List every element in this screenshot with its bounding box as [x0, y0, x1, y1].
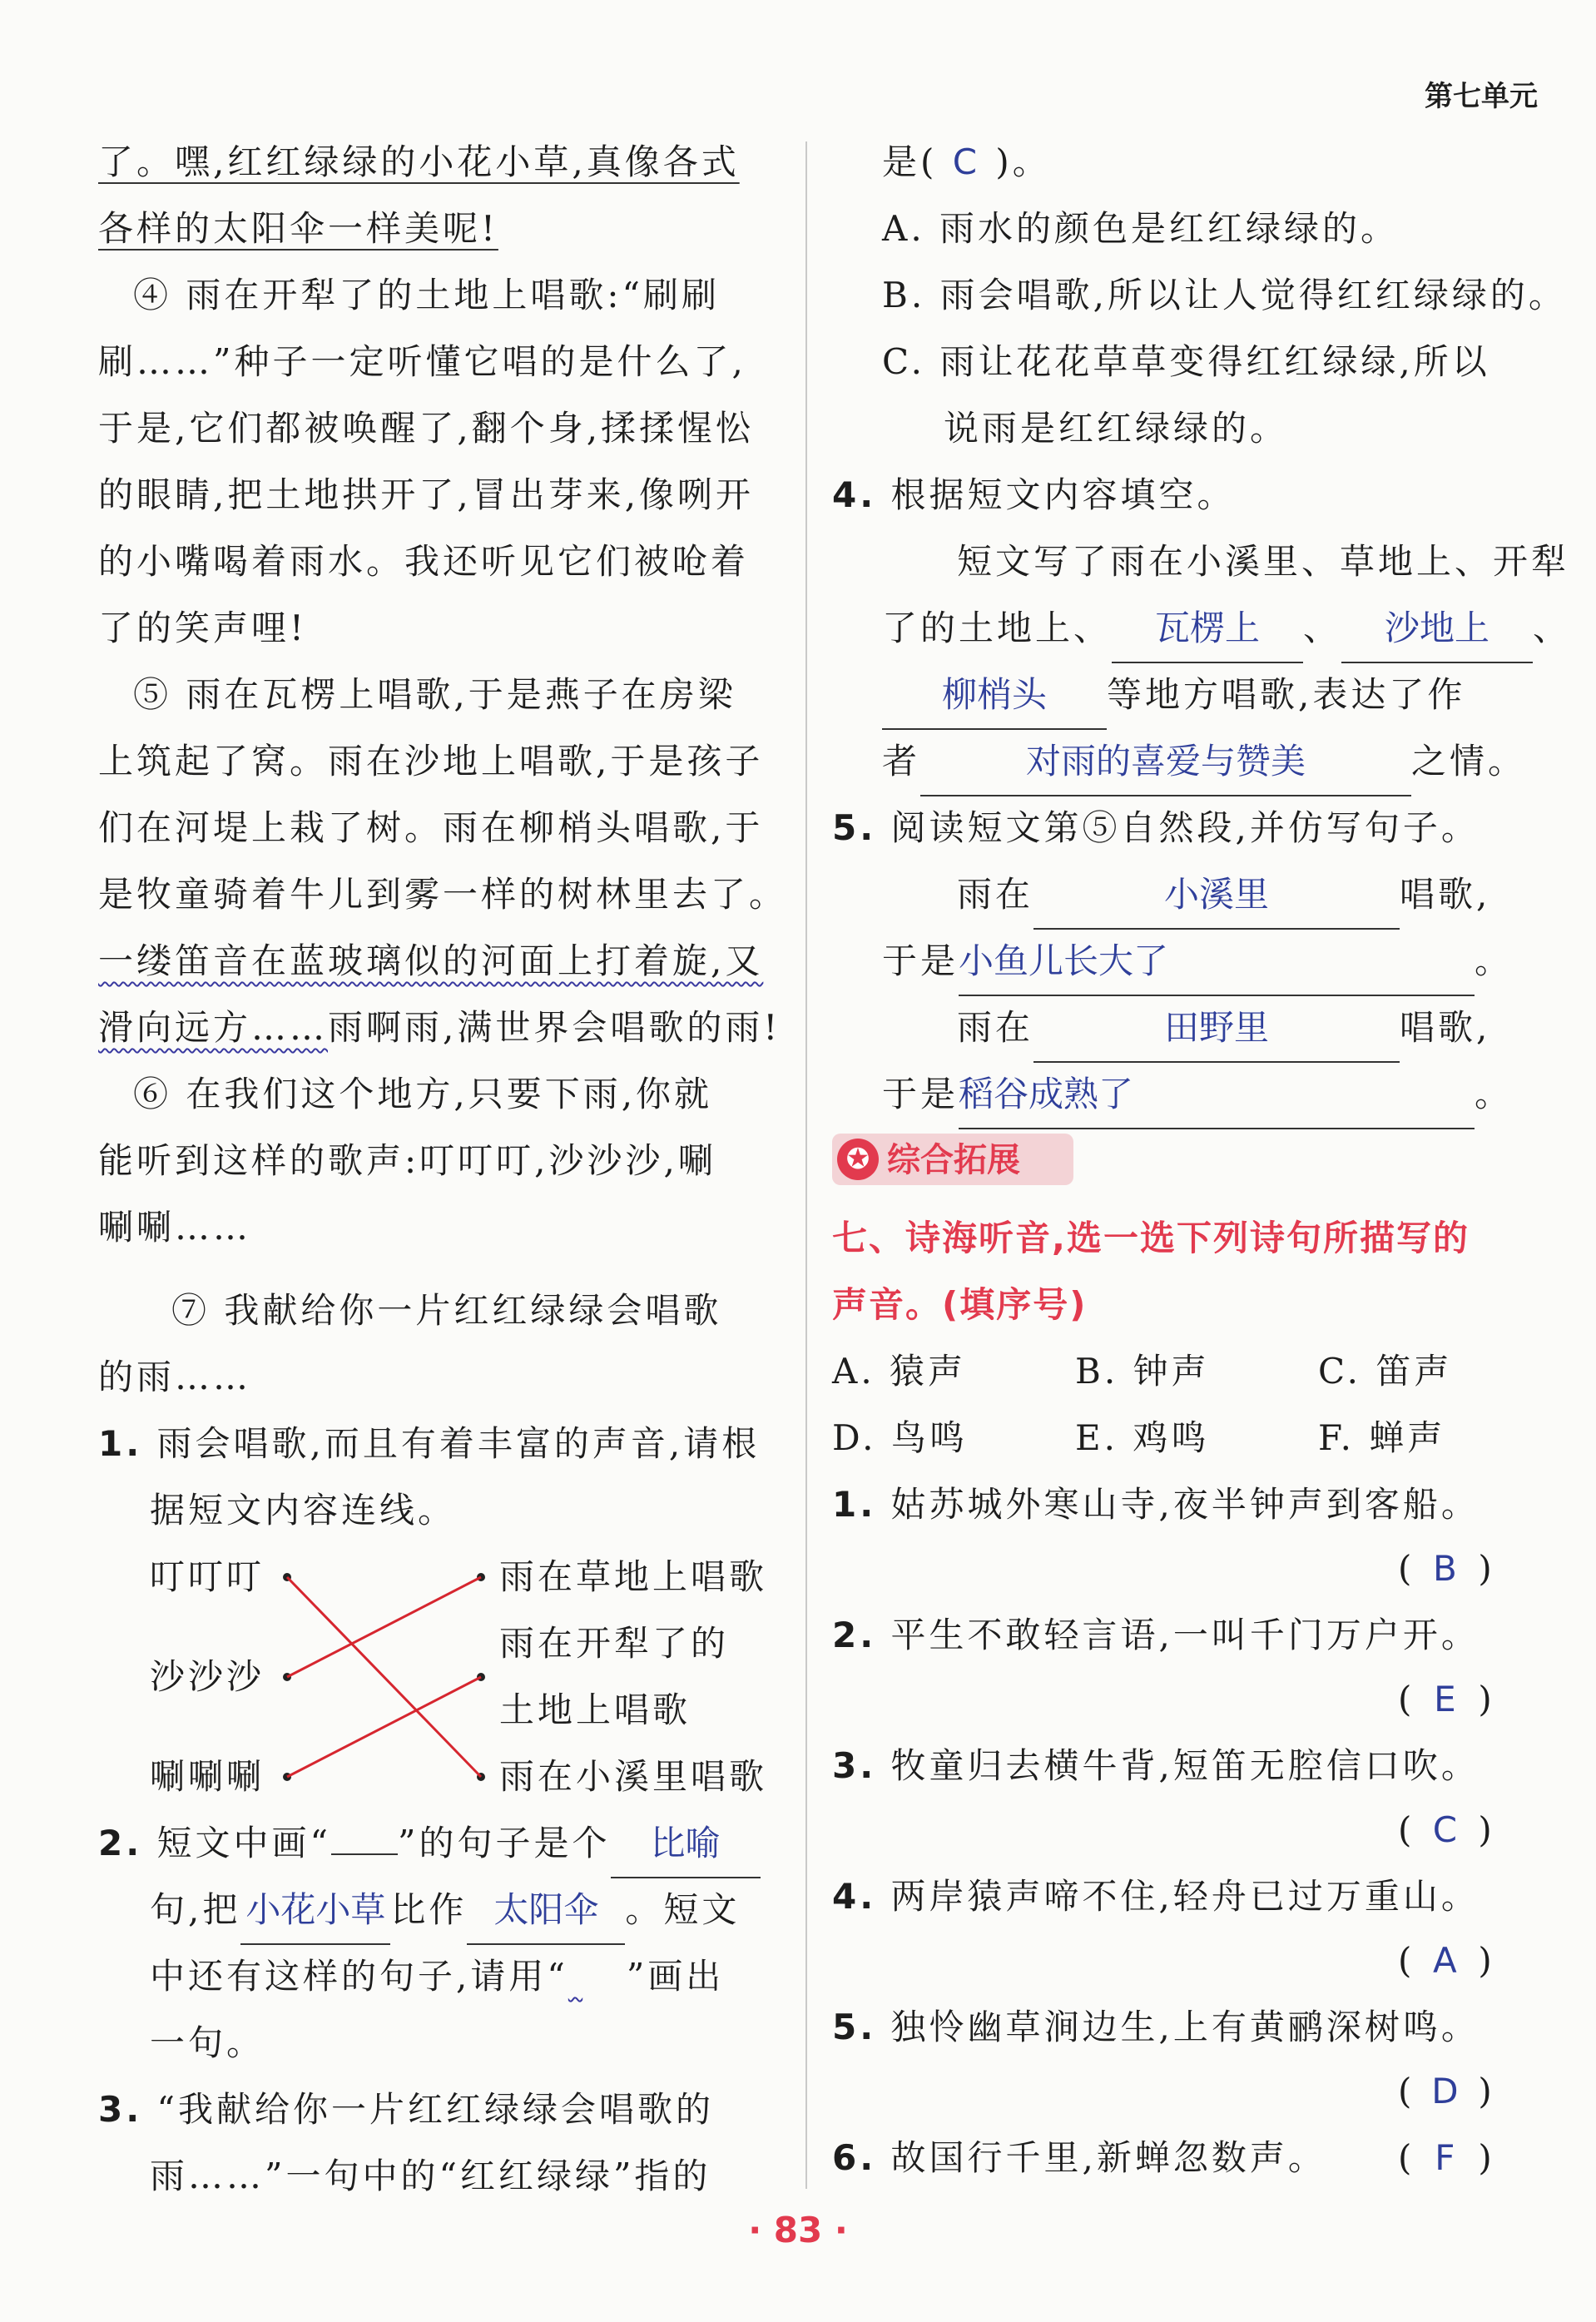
para6-line: 唰唰…… [98, 1207, 252, 1248]
question-text: 根据短文内容填空。 [890, 474, 1236, 515]
para4-line: ④ 雨在开犁了的土地上唱歌:“刷刷 [133, 275, 720, 315]
paren: ( [1398, 1809, 1412, 1850]
paren: ) [1478, 2071, 1492, 2111]
poem-item [832, 1994, 1480, 2061]
para6-line: 能听到这样的歌声:叮叮叮,沙沙沙,唰 [98, 1140, 716, 1181]
question-3 [98, 2076, 714, 2143]
match-right-item: 雨在小溪里唱歌 [499, 1756, 768, 1797]
answer-choice[interactable]: D [1431, 2071, 1459, 2111]
match-right-item: 雨在草地上唱歌 [499, 1556, 768, 1597]
para5-line: ⑤ 雨在瓦楞上唱歌,于是燕子在房梁 [133, 674, 736, 715]
question-text: )。 [995, 141, 1051, 182]
para-text: 雨啊雨,满世界会唱歌的雨! [328, 1007, 781, 1048]
question-text: 雨会唱歌,而且有着丰富的声音,请根 [156, 1423, 761, 1464]
question-number: 3. [98, 2089, 143, 2130]
answer-blank[interactable]: 小鱼儿长大了 [959, 928, 1475, 996]
sound-option: B. 钟声 [1075, 1351, 1210, 1392]
question-number: 6. [832, 2137, 877, 2178]
question-4 [832, 462, 1236, 528]
question-text: 于是 [882, 940, 959, 981]
question-text: 中还有这样的句子,请用“ [150, 1956, 568, 1997]
poem-item [832, 1602, 1480, 1669]
paren: ( [1398, 1940, 1412, 1981]
answer-choice[interactable]: C [952, 141, 981, 182]
question-number: 1. [832, 1484, 877, 1525]
answer-choice[interactable]: E [1434, 1679, 1456, 1719]
para6-line: ⑥ 在我们这个地方,只要下雨,你就 [133, 1074, 713, 1114]
poem-item [832, 1733, 1480, 1799]
q4-line [882, 662, 1465, 730]
question-number: 5. [832, 807, 877, 848]
answer-paren [1398, 1797, 1492, 1863]
q5-line [957, 995, 1490, 1063]
unit-title: 第七单元 [1425, 80, 1538, 113]
poem-item [832, 1863, 1480, 1930]
answer-blank[interactable]: 稻谷成熟了 [959, 1061, 1475, 1129]
poem-text: 平生不敢轻言语,一叫千门万户开。 [890, 1615, 1480, 1655]
question-number: 2. [98, 1823, 143, 1863]
sound-option: A. 猿声 [832, 1351, 967, 1392]
question-text: 。短文 [625, 1889, 741, 1930]
paren: ( [1398, 1548, 1412, 1589]
match-left-item: 叮叮叮 [150, 1556, 265, 1597]
answer-choice[interactable]: B [1432, 1548, 1457, 1589]
para7-line: ⑦ 我献给你一片红红绿绿会唱歌 [171, 1290, 722, 1331]
question-text: 、 [1533, 608, 1572, 648]
q5-line [882, 1061, 1513, 1129]
question-text: 唱歌, [1400, 1007, 1491, 1048]
match-right-item: 雨在开犁了的 [499, 1623, 730, 1664]
question-text: 阅读短文第⑤自然段,并仿写句子。 [890, 807, 1480, 848]
wavy-sentence: 一缕笛音在蓝玻璃似的河面上打着旋,又 [98, 940, 764, 981]
answer-paren [1398, 1536, 1492, 1602]
answer-paren [1398, 1928, 1492, 1994]
match-left-item: 唰唰唰 [150, 1756, 265, 1797]
question-text: 了的土地上、 [882, 608, 1113, 648]
question-1-line2: 据短文内容连线。 [150, 1490, 457, 1531]
sound-option: D. 鸟鸣 [832, 1417, 968, 1458]
poem-text: 两岸猿声啼不住,轻舟已过万重山。 [890, 1876, 1480, 1917]
question-text: ”画出 [626, 1956, 725, 1997]
answer-paren [1398, 2125, 1492, 2191]
answer-blank[interactable]: 比喻 [611, 1810, 761, 1878]
question-2 [98, 1810, 761, 1878]
question-text: 之情。 [1411, 741, 1527, 781]
section-title: 声音。(填序号) [832, 1284, 1088, 1325]
question-text: 唱歌, [1400, 874, 1491, 915]
question-text: 、 [1303, 608, 1342, 648]
question-3-line2: 雨……”一句中的“红红绿绿”指的 [150, 2156, 711, 2196]
q5-line [957, 861, 1490, 930]
para4-line: 刷……”种子一定听懂它唱的是什么了, [98, 341, 746, 382]
para4-line: 的眼睛,把土地拱开了,冒出芽来,像咧开 [98, 474, 755, 515]
q4-line: 短文写了雨在小溪里、草地上、开犁 [957, 541, 1570, 582]
question-text: 是( [882, 141, 938, 182]
answer-choice[interactable]: F [1435, 2137, 1455, 2178]
poem-text: 牧童归去横牛背,短笛无腔信口吹。 [890, 1745, 1480, 1786]
answer-blank[interactable]: 田野里 [1033, 995, 1400, 1063]
question-text: 者 [882, 741, 921, 781]
poem-text: 姑苏城外寒山寺,夜半钟声到客船。 [890, 1484, 1480, 1525]
question-2-line4: 一句。 [150, 2022, 265, 2063]
section-badge: 综合拓展 [887, 1141, 1020, 1179]
poem-item [832, 1471, 1480, 1538]
para-text: 了。嘿,红红绿绿的小花小草,真像各式 [98, 141, 740, 182]
sound-option: E. 鸡鸣 [1075, 1417, 1210, 1458]
paren: ) [1478, 1809, 1492, 1850]
para4-line: 的小嘴喝着雨水。我还听见它们被呛着 [98, 541, 750, 582]
answer-blank[interactable]: 柳梢头 [882, 662, 1107, 730]
question-text: 雨在 [957, 874, 1034, 915]
answer-choice[interactable]: A [1433, 1940, 1457, 1981]
question-2-line2 [150, 1877, 740, 1945]
question-number: 1. [98, 1423, 143, 1464]
answer-blank[interactable]: 瓦楞上 [1112, 595, 1303, 663]
question-text: 于是 [882, 1074, 959, 1114]
answer-paren [1398, 2058, 1492, 2125]
answer-paren [1398, 1666, 1492, 1733]
poem-text: 独怜幽草涧边生,上有黄鹂深树鸣。 [890, 2007, 1480, 2047]
question-2-line3 [150, 1943, 724, 2010]
option-line: 说雨是红红绿绿的。 [944, 408, 1289, 449]
sample-wavy-underline [568, 1943, 627, 2010]
match-line [287, 1577, 481, 1777]
match-right-item: 土地上唱歌 [499, 1689, 691, 1730]
question-number: 4. [832, 474, 877, 515]
q4-line [882, 728, 1526, 796]
q5-line [882, 928, 1513, 996]
paren: ) [1478, 1940, 1492, 1981]
match-line [287, 1577, 481, 1677]
answer-choice[interactable]: C [1432, 1809, 1458, 1850]
option-line: B. 雨会唱歌,所以让人觉得红红绿绿的。 [882, 275, 1567, 315]
para7-line: 的雨…… [98, 1357, 252, 1397]
question-text: “我献给你一片红红绿绿会唱歌的 [156, 2089, 715, 2130]
option-line: C. 雨让花花草草变得红红绿绿,所以 [882, 341, 1490, 382]
option-line: A. 雨水的颜色是红红绿绿的。 [882, 208, 1400, 249]
question-text: 比作 [390, 1889, 468, 1930]
section-title: 七、诗海听音,选一选下列诗句所描写的 [832, 1218, 1470, 1258]
answer-blank[interactable]: 小花小草 [240, 1877, 390, 1945]
question-text: 句,把 [150, 1889, 241, 1930]
paren: ( [1398, 2137, 1412, 2178]
match-left-item: 沙沙沙 [150, 1656, 265, 1697]
para4-line: 于是,它们都被唤醒了,翻个身,揉揉惺忪 [98, 408, 755, 449]
wavy-sentence: 滑向远方…… [98, 1007, 329, 1048]
q4-line [882, 595, 1571, 663]
q3-answer-line [882, 129, 1051, 196]
sound-option: F. 蝉声 [1318, 1417, 1446, 1458]
paren: ) [1478, 2137, 1492, 2178]
para5-line: 上筑起了窝。雨在沙地上唱歌,于是孩子 [98, 741, 764, 781]
page-number: · 83 · [748, 2210, 848, 2250]
poem-item [832, 2125, 1326, 2191]
answer-blank[interactable]: 沙地上 [1341, 595, 1533, 663]
question-number: 2. [832, 1615, 877, 1655]
question-number: 5. [832, 2007, 877, 2047]
match-line [287, 1677, 481, 1777]
para5-line: 们在河堤上栽了树。雨在柳梢头唱歌,于 [98, 807, 764, 848]
question-text: 短文中画“ [156, 1823, 332, 1863]
para-text: 各样的太阳伞一样美呢! [98, 208, 498, 249]
question-text: 。 [1475, 1074, 1514, 1114]
paren: ) [1478, 1679, 1492, 1719]
paren: ( [1398, 2071, 1412, 2111]
para5-line: 是牧童骑着牛儿到雾一样的树林里去了。 [98, 874, 788, 915]
question-number: 4. [832, 1876, 877, 1917]
sound-option: C. 笛声 [1318, 1351, 1453, 1392]
para4-line: 了的笑声哩! [98, 608, 307, 648]
answer-blank[interactable]: 对雨的喜爱与赞美 [920, 728, 1411, 796]
answer-blank[interactable]: 小溪里 [1033, 861, 1400, 930]
paren: ( [1398, 1679, 1412, 1719]
answer-blank[interactable]: 太阳伞 [467, 1877, 625, 1945]
poem-text: 故国行千里,新蝉忽数声。 [890, 2137, 1326, 2178]
question-text: 等地方唱歌,表达了作 [1107, 674, 1466, 715]
question-text: ”的句子是个 [398, 1823, 611, 1863]
question-5 [832, 795, 1480, 861]
question-number: 3. [832, 1745, 877, 1786]
question-text: 。 [1475, 940, 1514, 981]
paren: ) [1478, 1548, 1492, 1589]
sample-underline [331, 1853, 398, 1855]
question-text: 雨在 [957, 1007, 1034, 1048]
star-icon: ✪ [837, 1139, 879, 1180]
